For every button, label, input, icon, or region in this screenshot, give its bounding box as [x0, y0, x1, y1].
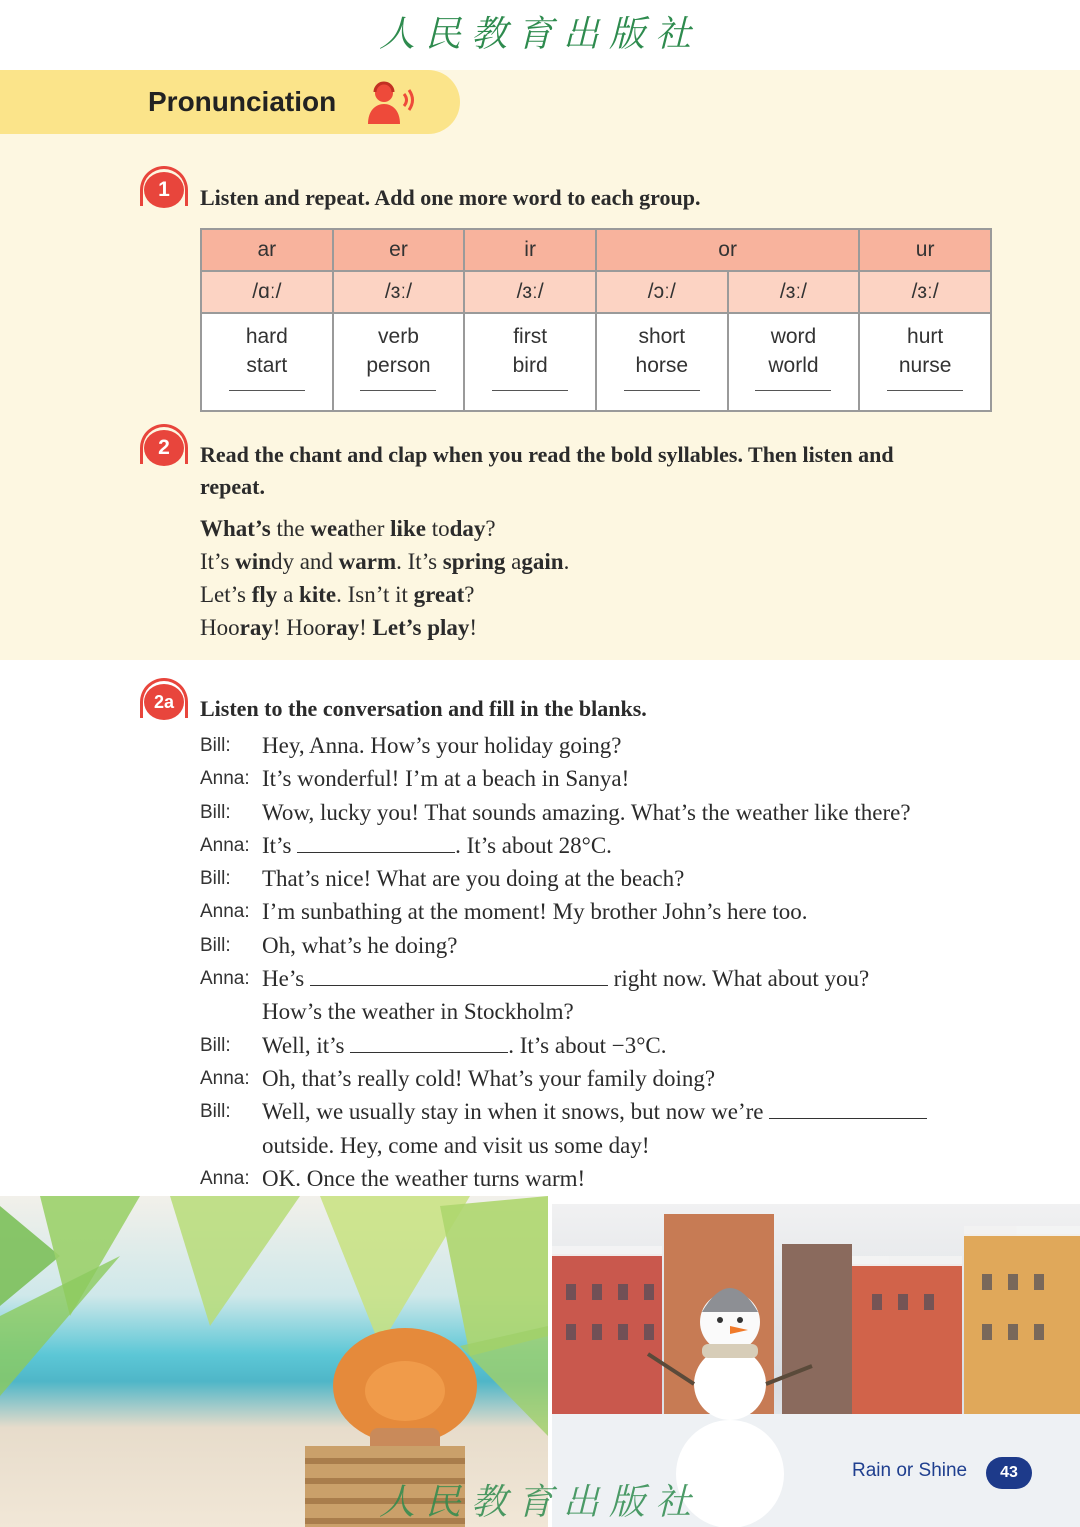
word: nurse	[898, 354, 952, 377]
header-or: or	[596, 229, 859, 271]
chant-text: a	[277, 582, 300, 607]
speech-segment: . It’s about −3°C.	[508, 1032, 667, 1058]
chant-text: !	[359, 615, 373, 640]
section-title: Pronunciation	[148, 86, 337, 117]
bold-syllable: spring	[442, 549, 506, 574]
sound-cell: /ɔː/	[596, 271, 728, 313]
speech-text	[262, 762, 629, 795]
dialog-line	[200, 1129, 1060, 1162]
chant-text: ?	[485, 516, 496, 541]
word: short	[638, 325, 686, 348]
speech-segment: Hey, Anna. How’s your holiday going?	[262, 733, 622, 758]
speaker-name: Anna:	[200, 968, 250, 990]
publisher-logo-bottom: 人民教育出版社	[378, 1482, 701, 1523]
speech-text	[262, 1062, 715, 1095]
sound-cell: /ɜː/	[464, 271, 596, 313]
speech-segment: outside. Hey, come and visit us some day!	[262, 1132, 650, 1158]
chant-line	[200, 512, 569, 545]
speech-segment: That’s nice! What are you doing at the beach?	[262, 866, 685, 892]
speech-text	[262, 929, 457, 962]
speaker-name: Anna:	[200, 1167, 250, 1189]
bold-syllable: like	[390, 516, 426, 541]
fill-in-blank[interactable]	[310, 964, 608, 986]
speech-text	[262, 895, 808, 928]
word: bird	[512, 354, 548, 377]
dialog-line	[200, 895, 1060, 928]
speaker-name: Bill:	[200, 801, 231, 823]
word: world	[768, 354, 819, 377]
sound-cell: /ɜː/	[333, 271, 465, 313]
speech-text	[262, 862, 684, 895]
word-blank[interactable]	[624, 390, 700, 391]
chant-text: . Isn’t it	[336, 582, 414, 607]
word-cell	[201, 313, 333, 411]
bold-syllable: warm	[338, 549, 397, 574]
speaker-name: Bill:	[200, 735, 231, 756]
speech-segment: It’s	[262, 832, 298, 858]
chant-text: It’s	[200, 549, 236, 574]
speech-text	[262, 729, 621, 762]
speech-segment: I’m sunbathing at the moment! My brother John’s here too.	[262, 899, 808, 925]
bold-syllable: play	[427, 615, 470, 640]
header-ur: ur	[859, 229, 991, 271]
word-blank[interactable]	[887, 390, 963, 391]
dialog-line	[200, 829, 1060, 862]
bold-syllable: What’s	[200, 516, 271, 541]
speaker-icon	[366, 80, 418, 126]
chant	[200, 512, 569, 644]
speaker-name: Anna:	[200, 901, 250, 923]
dialog-line	[200, 1162, 1060, 1195]
dialog-line	[200, 1062, 1060, 1095]
dialog-line	[200, 1029, 1060, 1062]
chant-text: . It’s	[396, 549, 443, 574]
exercise-2-instruction	[200, 439, 1000, 503]
word-blank[interactable]	[360, 390, 436, 391]
chant-line	[200, 545, 569, 578]
exercise-1-instruction: Listen and repeat. Add one more word to each group.	[200, 185, 701, 210]
speech-text	[262, 995, 574, 1028]
sound-cell: /ɑː/	[201, 271, 333, 313]
speaker-name: Anna:	[200, 768, 250, 790]
fill-in-blank[interactable]	[769, 1097, 927, 1119]
word-blank[interactable]	[755, 390, 831, 391]
dialog-line	[200, 995, 1060, 1028]
chant-line	[200, 611, 569, 644]
word-cell	[333, 313, 465, 411]
dialog-line	[200, 762, 1060, 795]
bold-syllable: gain	[521, 549, 564, 574]
word: word	[770, 325, 817, 348]
exercise-2a-badge: 2a	[140, 678, 190, 722]
chant-text: dy and	[270, 549, 339, 574]
speaker-name: Bill:	[200, 868, 231, 890]
speaker-name: Anna:	[200, 834, 250, 856]
speech-segment: Well, it’s	[262, 1032, 351, 1058]
chant-text: a	[505, 549, 522, 574]
page-number: 43	[986, 1457, 1032, 1489]
chant-text: ?	[464, 582, 475, 607]
chant-text: the	[270, 516, 311, 541]
bold-syllable: wea	[310, 516, 349, 541]
speech-text	[262, 1162, 585, 1195]
chant-text: to	[431, 516, 450, 541]
bold-syllable: ray	[325, 615, 360, 640]
chant-text: Hoo	[200, 615, 240, 640]
bold-syllable: ray	[239, 615, 273, 640]
word-cell	[728, 313, 860, 411]
speech-segment: How’s the weather in Stockholm?	[262, 999, 574, 1025]
chant-text: Let’s	[200, 582, 252, 607]
bold-syllable: fly	[251, 582, 278, 607]
speech-segment: Oh, that’s really cold! What’s your family doing?	[262, 1065, 716, 1091]
speech-segment: Well, we usually stay in when it snows, but now we’re	[262, 1099, 770, 1125]
bold-syllable: kite	[299, 582, 337, 607]
bold-syllable: win	[235, 549, 271, 574]
speech-text	[262, 962, 869, 995]
exercise-2-badge: 2	[140, 424, 190, 468]
header-ar: ar	[201, 229, 333, 271]
speech-text	[262, 829, 612, 862]
header-er: er	[333, 229, 465, 271]
word-cell	[596, 313, 728, 411]
unit-title: Rain or Shine	[852, 1460, 968, 1481]
dialog-line	[200, 1095, 1060, 1128]
exercise-1-badge: 1	[140, 166, 190, 210]
pronunciation-table	[200, 228, 992, 412]
dialog-line	[200, 962, 1060, 995]
fill-in-blank[interactable]	[350, 1031, 508, 1053]
word: person	[366, 354, 431, 377]
dialog-line	[200, 862, 1060, 895]
instruction-line: Read the chant and clap when you read the bold syllables. Then listen and	[200, 442, 894, 467]
bold-syllable: great	[413, 582, 465, 607]
word: verb	[378, 325, 419, 348]
word-cell	[464, 313, 596, 411]
speech-segment: . It’s about 28°C.	[455, 832, 612, 858]
speech-segment: It’s wonderful! I’m at a beach in Sanya!	[262, 766, 630, 792]
speaker-name: Bill:	[200, 1034, 231, 1056]
chant-text: ! Hoo	[272, 615, 326, 640]
word-blank[interactable]	[492, 390, 568, 391]
speech-text	[262, 1029, 666, 1062]
word: start	[246, 354, 288, 377]
conversation	[200, 729, 1060, 1195]
chant-text: ther	[348, 516, 391, 541]
chant-line	[200, 578, 569, 611]
sound-cell: /ɜː/	[859, 271, 991, 313]
speaker-name: Anna:	[200, 1067, 250, 1089]
word: hurt	[907, 325, 944, 348]
speech-text	[262, 796, 911, 829]
speech-segment: Oh, what’s he doing?	[262, 932, 458, 958]
header-ir: ir	[464, 229, 596, 271]
speaker-name: Bill:	[200, 934, 231, 956]
dialog-line	[200, 729, 1060, 762]
fill-in-blank[interactable]	[297, 831, 455, 853]
sound-cell: /ɜː/	[728, 271, 860, 313]
instruction-line: repeat.	[200, 474, 265, 499]
speech-segment: right now. What about you?	[607, 966, 870, 992]
speech-segment: Wow, lucky you! That sounds amazing. What’s the weather like there?	[262, 799, 911, 825]
bold-syllable: Let’s	[372, 615, 422, 640]
word: horse	[635, 354, 689, 377]
word-blank[interactable]	[229, 390, 305, 391]
word-cell	[859, 313, 991, 411]
speech-segment: OK. Once the weather turns warm!	[262, 1165, 586, 1191]
word: first	[513, 325, 548, 348]
speech-text	[262, 1129, 650, 1162]
dialog-line	[200, 796, 1060, 829]
publisher-logo-top: 人民教育出版社	[378, 14, 701, 55]
speaker-name: Bill:	[200, 1101, 231, 1123]
exercise-2a-instruction: Listen to the conversation and fill in the blanks.	[200, 696, 647, 721]
word: hard	[245, 325, 288, 348]
chant-text: .	[563, 549, 570, 574]
chant-text: !	[469, 615, 478, 640]
bold-syllable: day	[449, 516, 486, 541]
speech-text	[262, 1095, 927, 1128]
dialog-line	[200, 929, 1060, 962]
speech-segment: He’s	[262, 966, 310, 992]
